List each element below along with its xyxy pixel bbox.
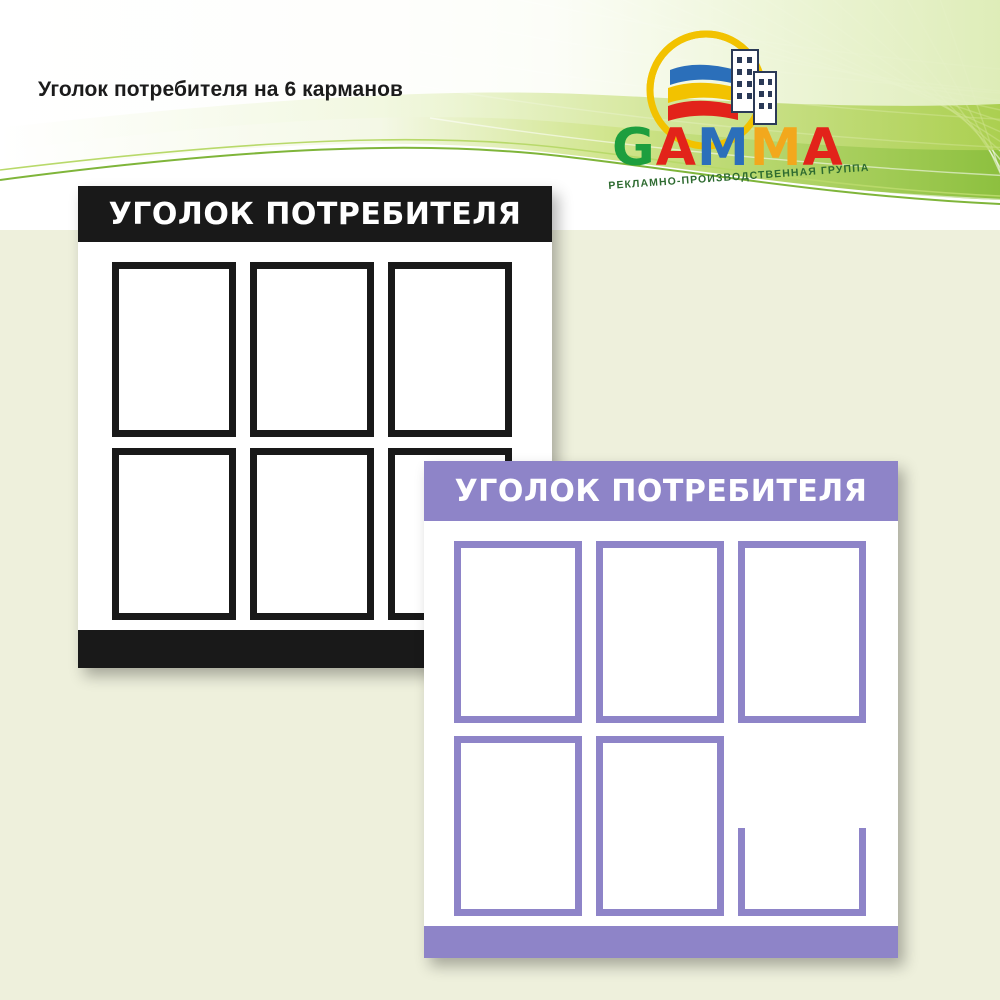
board-violet-footer xyxy=(424,926,898,958)
board-violet[interactable] xyxy=(424,461,898,958)
board-violet-title: УГОЛОК ПОТРЕБИТЕЛЯ xyxy=(424,461,898,521)
table-row[interactable] xyxy=(454,736,582,916)
table-row[interactable] xyxy=(250,448,374,620)
gamma-logo xyxy=(586,28,876,198)
table-row[interactable] xyxy=(388,262,512,437)
table-row[interactable] xyxy=(250,262,374,437)
board-black-title: УГОЛОК ПОТРЕБИТЕЛЯ xyxy=(78,186,552,242)
table-row[interactable] xyxy=(112,448,236,620)
table-row[interactable] xyxy=(596,541,724,723)
logo-tagline: РЕКЛАМНО-ПРОИЗВОДСТВЕННАЯ ГРУППА xyxy=(608,161,870,192)
logo-wordmark: GAMMA xyxy=(612,118,844,178)
table-row[interactable] xyxy=(112,262,236,437)
table-row[interactable] xyxy=(596,736,724,916)
table-row[interactable] xyxy=(738,828,866,916)
table-row[interactable] xyxy=(738,541,866,723)
table-row[interactable] xyxy=(454,541,582,723)
page-title: Уголок потребителя на 6 карманов xyxy=(38,78,404,101)
